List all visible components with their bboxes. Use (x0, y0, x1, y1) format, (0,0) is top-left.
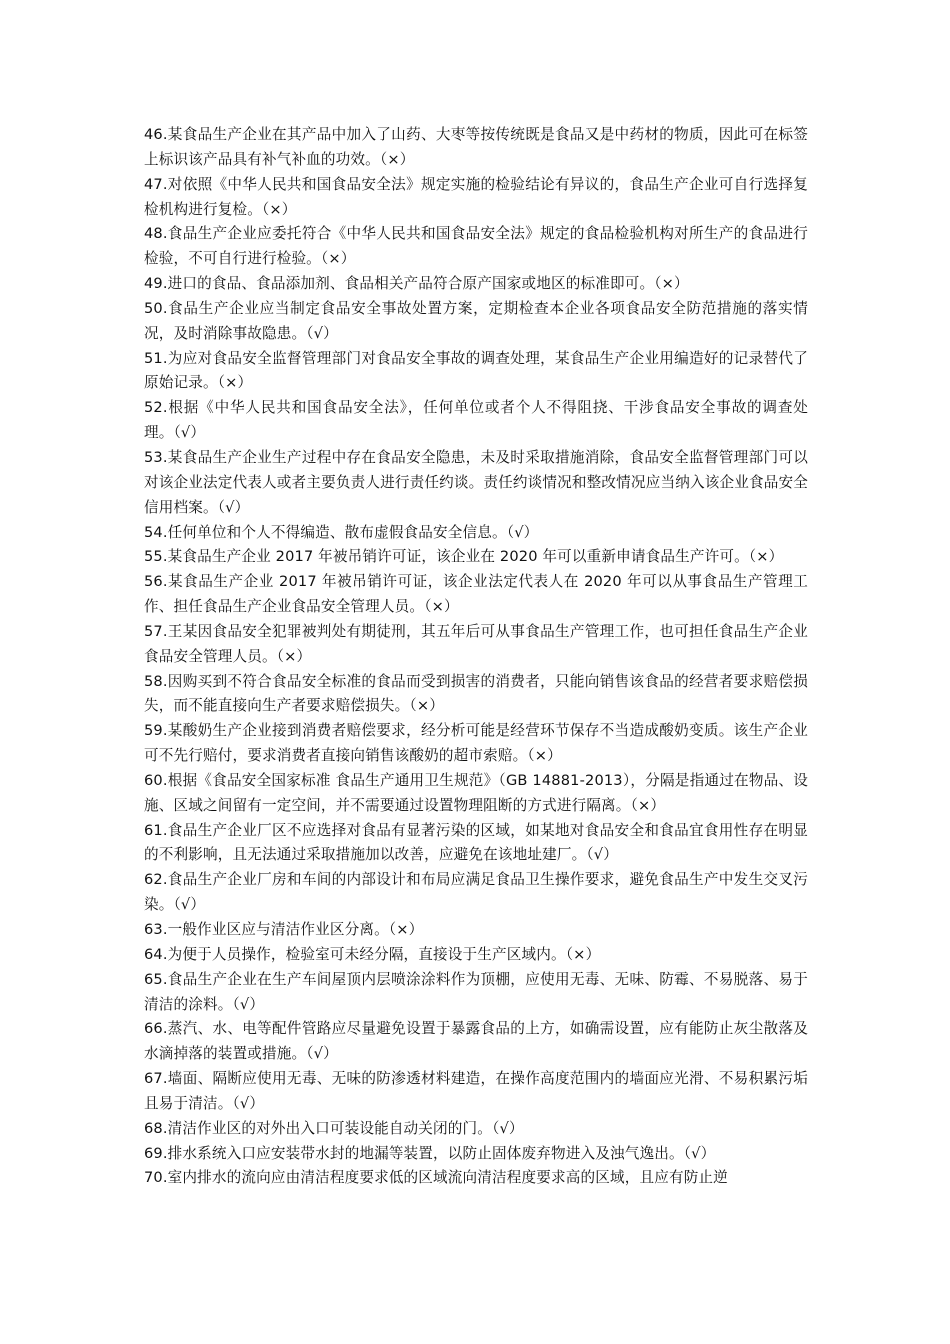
question-item-53: 53.某食品生产企业生产过程中存在食品安全隐患，未及时采取措施消除，食品安全监督管理部门可以对该企业法定代表人或者主要负责人进行责任约谈。责任约谈情况和整改情况应当纳入该企业食品安全信用档案。（√） (144, 448, 808, 516)
question-item-57: 57.王某因食品安全犯罪被判处有期徒刑，其五年后可从事食品生产管理工作，也可担任食品生产企业食品安全管理人员。（×） (144, 622, 808, 665)
question-item-70: 70.室内排水的流向应由清洁程度要求低的区域流向清洁程度要求高的区域，且应有防止逆 (144, 1169, 728, 1187)
question-item-63: 63.一般作业区应与清洁作业区分离。（×） (144, 921, 424, 938)
question-item-49: 49.进口的食品、食品添加剂、食品相关产品符合原产国家或地区的标准即可。（×） (144, 275, 689, 293)
question-item-62: 62.食品生产企业厂房和车间的内部设计和布局应满足食品卫生操作要求，避免食品生产中发生交叉污染。（√） (144, 871, 808, 914)
question-item-61: 61.食品生产企业厂区不应选择对食品有显著污染的区域，如某地对食品安全和食品宜食用性存在明显的不利影响，且无法通过采取措施加以改善，应避免在该地址建厂。（√） (144, 821, 808, 864)
question-item-55: 55.某食品生产企业 2017 年被吊销许可证，该企业在 2020 年可以重新申请食品生产许可。（×） (144, 548, 784, 566)
question-item-66: 66.蒸汽、水、电等配件管路应尽量避免设置于暴露食品的上方，如确需设置，应有能防止灰尘散落及水滴掉落的装置或措施。（√） (144, 1020, 808, 1063)
question-item-47: 47.对依照《中华人民共和国食品安全法》规定实施的检验结论有异议的，食品生产企业可自行选择复检机构进行复检。（×） (144, 175, 808, 218)
question-item-50: 50.食品生产企业应当制定食品安全事故处置方案，定期检查本企业各项食品安全防范措施的落实情况，及时消除事故隐患。（√） (144, 299, 808, 342)
question-item-68: 68.清洁作业区的对外出入口可装设能自动关闭的门。（√） (144, 1119, 524, 1137)
question-item-65: 65.食品生产企业在生产车间屋顶内层喷涂涂料作为顶棚，应使用无毒、无味、防霉、不易脱落、易于清洁的涂料。（√） (144, 970, 808, 1013)
question-item-48: 48.食品生产企业应委托符合《中华人民共和国食品安全法》规定的食品检验机构对所生产的食品进行检验，不可自行进行检验。（×） (144, 225, 808, 268)
question-item-46: 46.某食品生产企业在其产品中加入了山药、大枣等按传统既是食品又是中药材的物质，因此可在标签上标识该产品具有补气补血的功效。（×） (144, 126, 808, 168)
question-item-64: 64.为便于人员操作，检验室可未经分隔，直接设于生产区域内。（×） (144, 945, 601, 963)
question-item-60: 60.根据《食品安全国家标准 食品生产通用卫生规范》（GB 14881-2013），分隔是指通过在物品、设施、区域之间留有一定空间，并不需要通过设置物理阻断的方式进行隔离。（×） (144, 771, 808, 814)
question-item-52: 52.根据《中华人民共和国食品安全法》，任何单位或者个人不得阻挠、干涉食品安全事故的调查处理。（√） (144, 399, 808, 442)
question-item-59: 59.某酸奶生产企业接到消费者赔偿要求，经分析可能是经营环节保存不当造成酸奶变质。该生产企业可不先行赔付，要求消费者直接向销售该酸奶的超市索赔。（×） (144, 722, 808, 765)
document-page (144, 123, 808, 1191)
question-item-69: 69.排水系统入口应安装带水封的地漏等装置，以防止固体废弃物进入及浊气逸出。（√） (144, 1144, 716, 1162)
question-item-67: 67.墙面、隔断应使用无毒、无味的防渗透材料建造，在操作高度范围内的墙面应光滑、不易积累污垢且易于清洁。（√） (144, 1070, 808, 1112)
question-item-58: 58.因购买到不符合食品安全标准的食品而受到损害的消费者，只能向销售该食品的经营者要求赔偿损失，而不能直接向生产者要求赔偿损失。（×） (144, 672, 808, 715)
question-item-51: 51.为应对食品安全监督管理部门对食品安全事故的调查处理，某食品生产企业用编造好的记录替代了原始记录。（×） (144, 349, 808, 392)
question-item-54: 54.任何单位和个人不得编造、散布虚假食品安全信息。（√） (144, 523, 539, 541)
question-item-56: 56.某食品生产企业 2017 年被吊销许可证，该企业法定代表人在 2020 年可以从事食品生产管理工作、担任食品生产企业食品安全管理人员。（×） (144, 573, 808, 616)
